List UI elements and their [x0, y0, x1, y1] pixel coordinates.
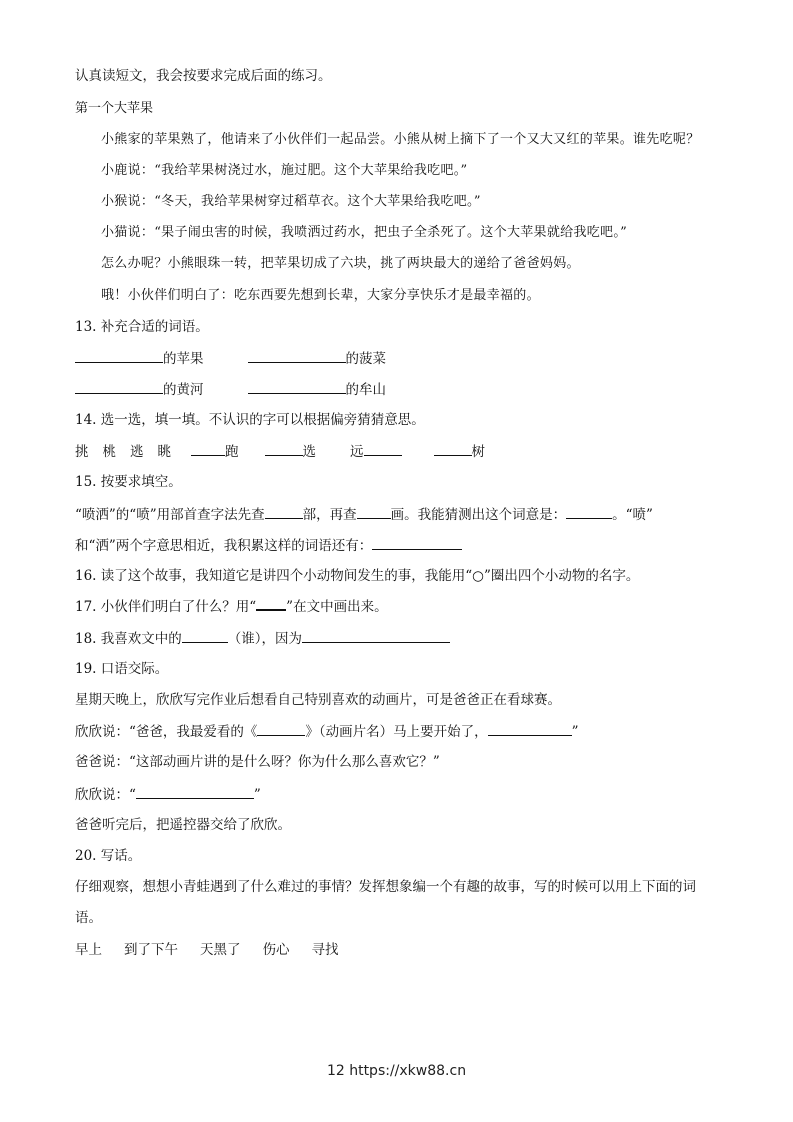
choice-char: 挑 [75, 444, 89, 460]
q20-line2: 语。 [75, 910, 102, 926]
q19-text: ” [253, 787, 261, 803]
q19-line4: 爸爸听完后，把遥控器交给了欣欣。 [75, 817, 291, 833]
q13-row [75, 379, 386, 400]
story-paragraph: 怎么办呢？小熊眼珠一转，把苹果切成了六块，挑了两块最大的递给了爸爸妈妈。 [101, 256, 580, 271]
q17-prompt [75, 597, 388, 617]
q15-text: 画。我能猜测出这个词意是： [390, 507, 567, 523]
q19-text: 欣欣说：“ [75, 787, 136, 803]
q20-prompt: 20. 写话。 [75, 848, 142, 864]
q14-word: 跑 [225, 444, 239, 460]
intro-text: 认真读短文，我会按要求完成后面的练习。 [75, 68, 332, 84]
story-paragraph: 小鹿说：“我给苹果树浇过水，施过肥。这个大苹果给我吃吧。” [101, 163, 468, 178]
q19-text: 欣欣说：“爸爸，我最爱看的《 [75, 724, 258, 740]
answer-blank[interactable] [265, 504, 303, 519]
word-item: 天黑了 [200, 942, 241, 958]
q15-line2 [75, 535, 462, 556]
story-paragraph: 小猫说：“果子闹虫害的时候，我喷洒过药水，把虫子全杀死了。这个大苹果就给我吃吧。” [101, 225, 628, 240]
q19-line2: 爸爸说：“这部动画片讲的是什么呀？你为什么那么喜欢它？” [75, 754, 440, 770]
q18-prompt [75, 628, 450, 649]
q13-row [75, 348, 386, 369]
q14-word: 选 [302, 444, 316, 460]
answer-blank[interactable] [248, 348, 346, 363]
word-item: 早上 [75, 942, 102, 958]
answer-blank[interactable] [75, 379, 163, 394]
word-item: 伤心 [262, 942, 290, 958]
q19-text: ” [571, 724, 579, 740]
answer-blank[interactable] [136, 784, 254, 799]
q15-text: 。“喷” [612, 507, 653, 523]
q18-text: 18. 我喜欢文中的 [75, 631, 182, 647]
q19-context: 星期天晚上，欣欣写完作业后想看自己特别喜欢的动画片，可是爸爸正在看球赛。 [75, 692, 561, 708]
q15-text: 部，再查 [302, 507, 357, 523]
q20-words [75, 940, 339, 960]
q19-prompt: 19. 口语交际。 [75, 661, 169, 677]
q20-line1: 仔细观察，想想小青蛙遇到了什么难过的事情？发挥想象编一个有趣的故事，写的时候可以用上下面的词 [75, 879, 696, 895]
answer-blank[interactable] [364, 441, 402, 456]
story-paragraph: 小猴说：“冬天，我给苹果树穿过稻草衣。这个大苹果给我吃吧。” [101, 194, 481, 209]
q17-text: 17. 小伙伴们明白了什么？用“ [75, 599, 257, 615]
answer-blank[interactable] [357, 504, 391, 519]
q13-prompt: 13. 补充合适的词语。 [75, 319, 209, 335]
story-paragraph: 哦！小伙伴们明白了：吃东西要先想到长辈，大家分享快乐才是最幸福的。 [101, 288, 540, 303]
page-footer: 12 https://xkw88.cn [326, 1063, 467, 1079]
q18-text: （谁），因为 [227, 631, 303, 647]
q13-item: 的黄河 [163, 382, 204, 398]
answer-blank[interactable] [566, 504, 612, 519]
answer-blank[interactable] [257, 721, 305, 736]
q13-item: 的苹果 [163, 351, 204, 367]
q13-item: 的菠菜 [345, 351, 386, 367]
q15-text: “喷洒”的“喷”用部首查字法先查 [75, 507, 265, 523]
q14-word: 远 [350, 444, 364, 460]
answer-blank[interactable] [265, 441, 303, 456]
q19-line3 [75, 784, 261, 805]
q14-prompt: 14. 选一选，填一填。不认识的字可以根据偏旁猜猜意思。 [75, 412, 425, 428]
word-item: 寻找 [311, 942, 339, 958]
answer-blank[interactable] [191, 441, 225, 456]
answer-blank[interactable] [434, 441, 472, 456]
answer-blank[interactable] [372, 535, 462, 550]
q13-item: 的牟山 [345, 382, 386, 398]
q19-line1 [75, 721, 579, 742]
word-item: 到了下午 [124, 942, 178, 958]
q14-row [75, 441, 485, 462]
q17-text: ”在文中画出来。 [286, 599, 388, 615]
answer-blank[interactable] [488, 721, 572, 736]
answer-blank[interactable] [182, 628, 228, 643]
q15-text: 和“洒”两个字意思相近，我积累这样的词语还有： [75, 538, 373, 554]
choice-char: 眺 [157, 444, 171, 460]
underline-mark [256, 597, 286, 611]
answer-blank[interactable] [75, 348, 163, 363]
story-title: 第一个大苹果 [75, 101, 154, 116]
q19-text: 》（动画片名）马上要开始了， [305, 724, 488, 740]
q16-prompt: 16. 读了这个故事，我知道它是讲四个小动物间发生的事，我能用“○”圈出四个小动物的名字。 [75, 568, 640, 584]
answer-blank[interactable] [248, 379, 346, 394]
choice-char: 逃 [130, 444, 144, 460]
q14-word: 树 [471, 444, 485, 460]
q15-prompt: 15. 按要求填空。 [75, 474, 182, 490]
answer-blank[interactable] [302, 628, 450, 643]
choice-char: 桃 [102, 444, 116, 460]
q15-line1 [75, 504, 653, 525]
story-paragraph: 小熊家的苹果熟了，他请来了小伙伴们一起品尝。小熊从树上摘下了一个又大又红的苹果。谁先吃呢？ [101, 132, 700, 147]
